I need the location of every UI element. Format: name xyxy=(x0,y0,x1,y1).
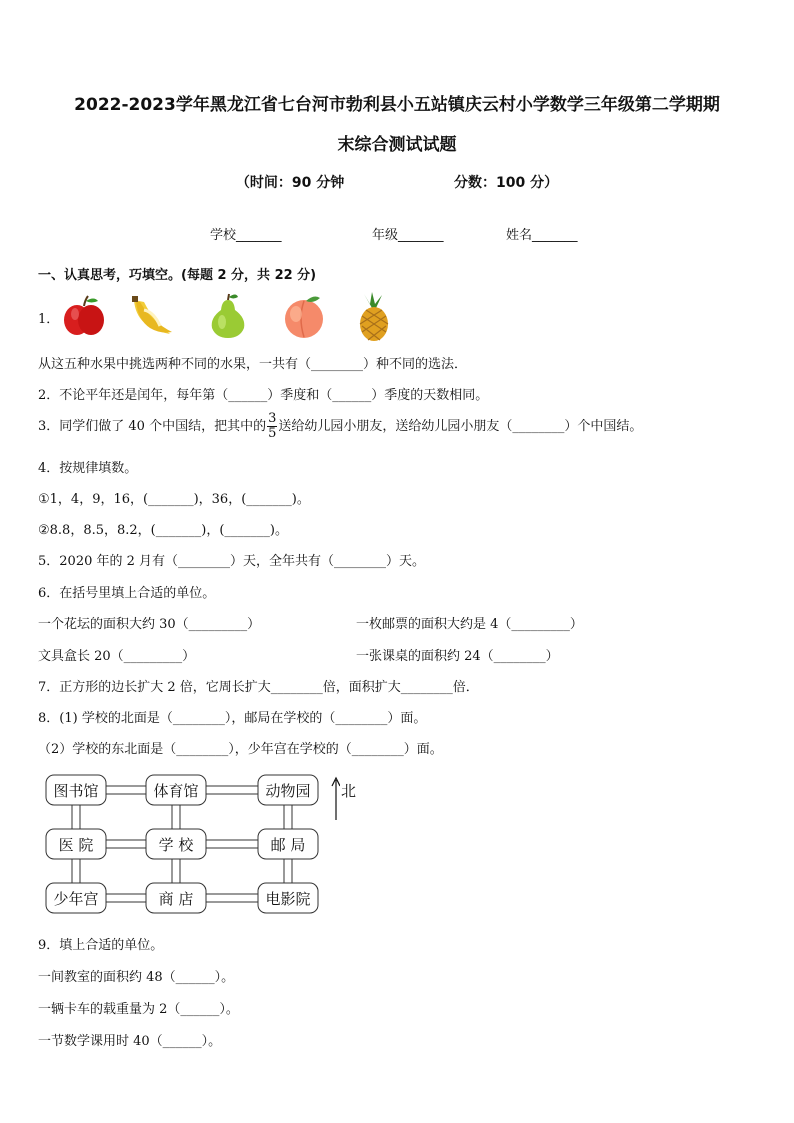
question-8-part-2: （2）学校的东北面是（________），少年宫在学校的（________）面。 xyxy=(38,742,443,757)
map-label-hospital: 医 院 xyxy=(58,836,94,854)
paper-title-line-1: 2022-2023学年黑龙江省七台河市勃利县小五站镇庆云村小学数学三年级第二学期期 xyxy=(74,95,720,115)
question-7: 7．正方形的边长扩大 2 倍，它周长扩大________倍，面积扩大________倍． xyxy=(38,680,479,695)
question-5: 5．2020 年的 2 月有（________）天，全年共有（________）天。 xyxy=(38,554,426,569)
question-4-part-1: ①1，4，9，16，(_______)，36，(_______)。 xyxy=(38,492,310,507)
north-arrow-icon xyxy=(332,778,340,820)
question-9-c: 一节数学课用时 40（______）。 xyxy=(38,1034,222,1049)
question-6-d: 一张课桌的面积约 24（________） xyxy=(356,649,559,664)
map-label-shop: 商 店 xyxy=(158,890,194,908)
name-field: 姓名_______ xyxy=(506,228,578,243)
question-6-a: 一个花坛的面积大约 30（_________） xyxy=(38,617,261,632)
question-3-before: 3．同学们做了 40 个中国结，把其中的 xyxy=(38,419,267,434)
question-4: 4．按规律填数。 xyxy=(38,461,138,476)
question-6-c: 文具盒长 20（_________） xyxy=(38,649,196,664)
fraction xyxy=(267,412,277,441)
question-6-b: 一枚邮票的面积大约是 4（_________） xyxy=(356,617,583,632)
question-3-after: 送给幼儿园小朋友，送给幼儿园小朋友（________）个中国结。 xyxy=(278,419,643,434)
map-label-gym: 体育馆 xyxy=(153,782,199,800)
question-3 xyxy=(38,412,642,441)
north-label: 北 xyxy=(341,782,357,800)
score-label: 分数：100 分） xyxy=(454,175,559,191)
pear-icon xyxy=(204,292,252,340)
map-label-school: 学 校 xyxy=(158,836,194,854)
pineapple-icon xyxy=(350,292,396,342)
question-1-text: 从这五种水果中挑选两种不同的水果，一共有（________）种不同的选法． xyxy=(38,357,468,372)
school-field: 学校_______ xyxy=(210,228,282,243)
question-9: 9．填上合适的单位。 xyxy=(38,938,164,953)
exam-info xyxy=(0,172,794,192)
question-6: 6．在括号里填上合适的单位。 xyxy=(38,586,216,601)
question-8-part-1: 8．(1) 学校的北面是（________），邮局在学校的（________）面。 xyxy=(38,711,427,726)
time-label: （时间：90 分钟 xyxy=(235,175,345,191)
fraction-denominator: 5 xyxy=(268,426,277,441)
section-heading: 一、认真思考，巧填空。(每题 2 分，共 22 分) xyxy=(38,268,317,283)
map-label-zoo: 动物园 xyxy=(265,782,311,800)
campus-map xyxy=(40,770,340,920)
question-2: 2．不论平年还是闰年，每年第（______）季度和（______）季度的天数相同。 xyxy=(38,388,489,403)
peach-icon xyxy=(280,292,328,340)
question-1-number: 1． xyxy=(38,312,60,327)
grade-field: 年级_______ xyxy=(372,228,444,243)
map-label-cinema: 电影院 xyxy=(265,890,311,908)
question-9-a: 一间教室的面积约 48（______）。 xyxy=(38,970,235,985)
map-label-post-office: 邮 局 xyxy=(270,836,306,854)
question-4-part-2: ②8.8，8.5，8.2，(_______)，(_______)。 xyxy=(38,523,288,538)
banana-icon xyxy=(126,292,178,340)
question-9-b: 一辆卡车的载重量为 2（______）。 xyxy=(38,1002,239,1017)
apple-icon xyxy=(60,292,108,340)
map-label-library: 图书馆 xyxy=(53,782,99,800)
map-label-youth-palace: 少年宫 xyxy=(53,890,99,908)
paper-title-line-2: 末综合测试试题 xyxy=(337,135,457,155)
fraction-numerator: 3 xyxy=(268,411,277,426)
